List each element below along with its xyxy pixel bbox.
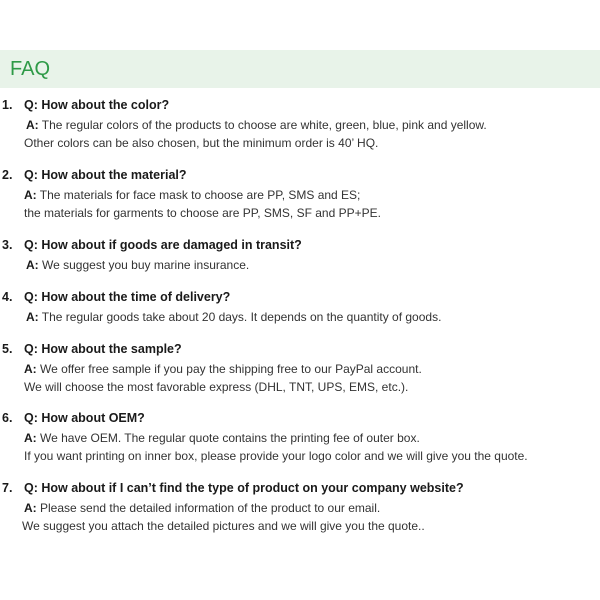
faq-question — [0, 96, 600, 114]
faq-question-text: Q: How about if I can’t find the type of product on your company website? — [24, 481, 464, 495]
faq-answer-line — [24, 204, 381, 222]
faq-number: 5. — [2, 342, 13, 356]
faq-question-text: Q: How about the material? — [24, 168, 187, 182]
faq-answer-line — [24, 429, 420, 447]
faq-answer-line — [24, 447, 528, 465]
faq-answer-line — [24, 499, 380, 517]
faq-question — [0, 288, 600, 306]
faq-answer-line — [26, 116, 487, 134]
faq-answer-text: The regular goods take about 20 days. It depends on the quantity of goods. — [41, 310, 442, 324]
faq-item — [0, 236, 600, 272]
faq-answer-text: We will choose the most favorable express (DHL, TNT, UPS, EMS, etc.). — [24, 380, 409, 394]
faq-answer-prefix: A: — [26, 258, 39, 272]
faq-question — [0, 340, 600, 358]
faq-answer-text: The materials for face mask to choose are PP, SMS and ES; — [39, 188, 361, 202]
faq-answer-line — [24, 186, 360, 204]
faq-answer-text: We offer free sample if you pay the shipping free to our PayPal account. — [40, 362, 422, 376]
faq-number: 6. — [2, 411, 13, 425]
faq-item — [0, 409, 600, 463]
faq-item — [0, 96, 600, 150]
faq-answer-line — [24, 134, 378, 152]
faq-question-text: Q: How about if goods are damaged in transit? — [24, 238, 302, 252]
faq-answer-text: We have OEM. The regular quote contains the printing fee of outer box. — [40, 431, 420, 445]
faq-number: 1. — [2, 98, 13, 112]
faq-header-band — [0, 50, 600, 88]
faq-question — [0, 479, 600, 497]
faq-answer-line — [26, 256, 249, 274]
faq-answer-text: the materials for garments to choose are PP, SMS, SF and PP+PE. — [24, 206, 381, 220]
faq-number: 4. — [2, 290, 13, 304]
faq-item — [0, 288, 600, 324]
faq-item — [0, 479, 600, 533]
faq-question-text: Q: How about the sample? — [24, 342, 182, 356]
faq-answer-prefix: A: — [24, 362, 37, 376]
faq-answer-text: Please send the detailed information of the product to our email. — [40, 501, 381, 515]
faq-answer-text: We suggest you attach the detailed pictures and we will give you the quote.. — [22, 519, 425, 533]
faq-number: 7. — [2, 481, 13, 495]
faq-answer-prefix: A: — [24, 431, 37, 445]
faq-answer-line — [24, 360, 422, 378]
faq-item — [0, 166, 600, 220]
faq-question-text: Q: How about OEM? — [24, 411, 145, 425]
faq-question-text: Q: How about the color? — [24, 98, 170, 112]
faq-answer-text: The regular colors of the products to choose are white, green, blue, pink and yellow. — [41, 118, 487, 132]
faq-answer-prefix: A: — [26, 310, 39, 324]
faq-question-text: Q: How about the time of delivery? — [24, 290, 231, 304]
faq-number: 3. — [2, 238, 13, 252]
faq-answer-text: Other colors can be also chosen, but the minimum order is 40’ HQ. — [24, 136, 379, 150]
faq-answer-text: If you want printing on inner box, please provide your logo color and we will give you the quote. — [24, 449, 528, 463]
faq-answer-prefix: A: — [24, 188, 37, 202]
faq-answer-line — [24, 378, 408, 396]
faq-item — [0, 340, 600, 394]
page-title: FAQ — [10, 58, 51, 80]
faq-answer-prefix: A: — [26, 118, 39, 132]
faq-number: 2. — [2, 168, 13, 182]
faq-answer-prefix: A: — [24, 501, 37, 515]
faq-answer-text: We suggest you buy marine insurance. — [42, 258, 250, 272]
faq-question — [0, 166, 600, 184]
faq-answer-line — [22, 517, 425, 535]
faq-question — [0, 409, 600, 427]
faq-answer-line — [26, 308, 441, 326]
faq-question — [0, 236, 600, 254]
